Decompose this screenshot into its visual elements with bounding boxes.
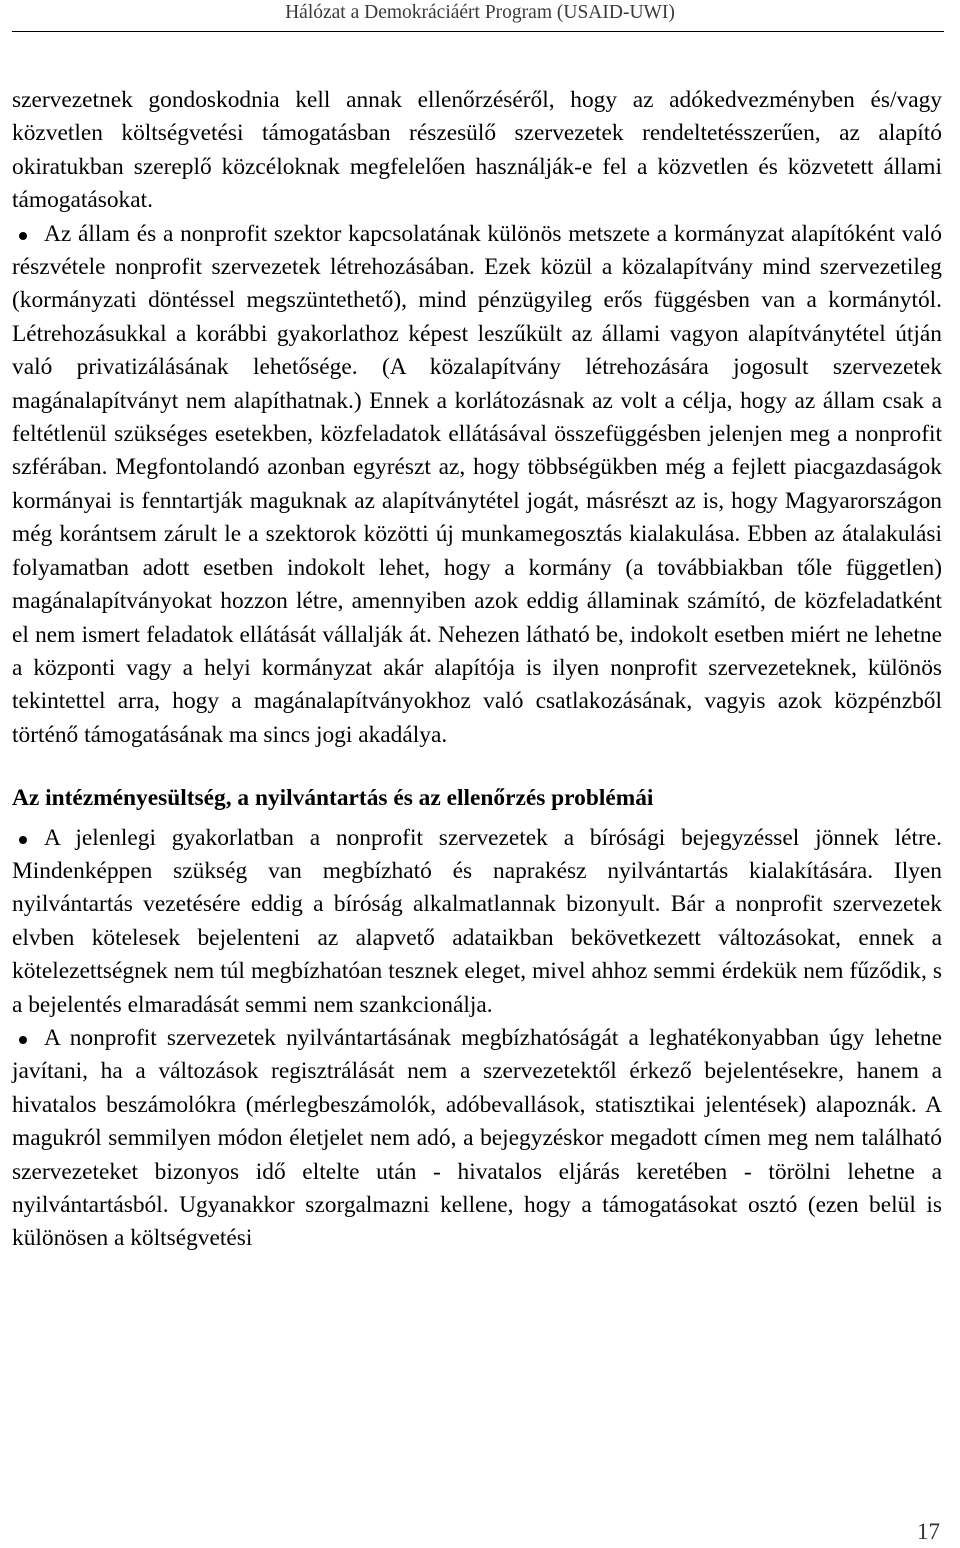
bullet-icon: [19, 232, 27, 240]
page-number: 17: [917, 1519, 940, 1544]
intro-paragraph: szervezetnek gondoskodnia kell annak ellenőrzéséről, hogy az adókedvezményben és/vagy közvetlen költségvetési támogatásban részesülő szervezetek rendeltetésszerűen, az alapító okiratukban szereplő közcéloknak megfelelően használják-e fel a közvetlen és közvetett állami támogatásokat.: [12, 87, 942, 214]
bullet-icon: [19, 836, 27, 844]
bullet-paragraph-1-text: Az állam és a nonprofit szektor kapcsolatának különös metszete a kormányzat alapítóként való részvétele nonprofit szervezetek létrehozásában. Ezek közül a közalapítvány mind szervezetileg (kormányzati döntéssel megszüntethető), mind pénzügyileg erős függésben van a kormánytól. Létrehozásukkal a korábbi gyakorlathoz képest leszűkült az állami vagyon alapítványtétel útján való privatizálásának lehetősége. (A közalapítvány létrehozására jogosult szervezetek magánalapítványt nem alapíthatnak.) Ennek a korlátozásnak az volt a célja, hogy az állam csak a feltétlenül szükséges esetekben, közfeladatok ellátásával összefüggésben jelenjen meg a nonprofit szférában. Megfontolandó azonban egyrészt az, hogy többségükben még a fejlett piacgazdaságok kormányai is fenntartják maguknak az alapítványtétel jogát, másrészt az is, hogy Magyarországon még korántsem zárult le a szektorok közötti új munkamegosztás kialakulása. Ebben az átalakulási folyamatban adott esetben indokolt lehet, hogy a kormány (a továbbiakban tőle független) magánalapítványokat hozzon létre, amennyiben azok eddig államinak számító, de közfeladatként el nem ismert feladatok ellátását vállalják át. Nehezen látható be, indokolt esetben miért ne lehetne a központi vagy a helyi kormányzat akár alapítója is ilyen nonprofit szervezeteknek, különös tekintettel arra, hogy a magánalapítványokhoz való csatlakozásának, vagyis azok közpénzből történő támogatásának ma sincs jogi akadálya.: [12, 220, 942, 748]
bullet-paragraph-1: [12, 218, 942, 753]
header-rule: [12, 31, 944, 32]
bullet-paragraph-2-text: A jelenlegi gyakorlatban a nonprofit szervezetek a bírósági bejegyzéssel jönnek létre. Mindenképpen szükség van megbízható és naprakész nyilvántartás kialakítására. Ilyen nyilvántartás vezetésére eddig a bíróság alkalmatlannak bizonyult. Bár a nonprofit szervezetek elvben kötelesek bejelenteni az alapvető adataikban bekövetkezett változásokat, ennek a kötelezettségnek nem túl megbízhatóan tesznek eleget, mivel ahhoz semmi érdekük nem fűződik, s a bejelentés elmaradását semmi nem szankcionálja.: [12, 824, 942, 1018]
bullet-paragraph-3-text: A nonprofit szervezetek nyilvántartásának megbízhatóságát a leghatékonyabban úgy lehetne javítani, ha a változások regisztrálását nem a szervezetektől érkező bejelentésekre, hanem a hivatalos beszámolókra (mérlegbeszámolók, adóbevallások, statisztikai jelentések) alapoznák. A magukról semmilyen módon életjelet nem adó, a bejegyzéskor megadott címen meg nem található szervezeteket bizonyos idő eltelte után - hivatalos eljárás keretében - törölni lehetne a nyilvántartásból. Ugyanakkor szorgalmazni kellene, hogy a támogatásokat osztó (ezen belül is különösen a költségvetési: [12, 1024, 942, 1252]
running-header: Hálózat a Demokráciáért Program (USAID-UWI): [285, 2, 675, 23]
section-heading: Az intézményesültség, a nyilvántartás és az ellenőrzés problémái: [12, 785, 654, 812]
bullet-paragraph-3: [12, 1022, 942, 1256]
bullet-icon: [19, 1036, 27, 1044]
document-body: [12, 84, 942, 1256]
bullet-paragraph-2: [12, 822, 942, 1022]
